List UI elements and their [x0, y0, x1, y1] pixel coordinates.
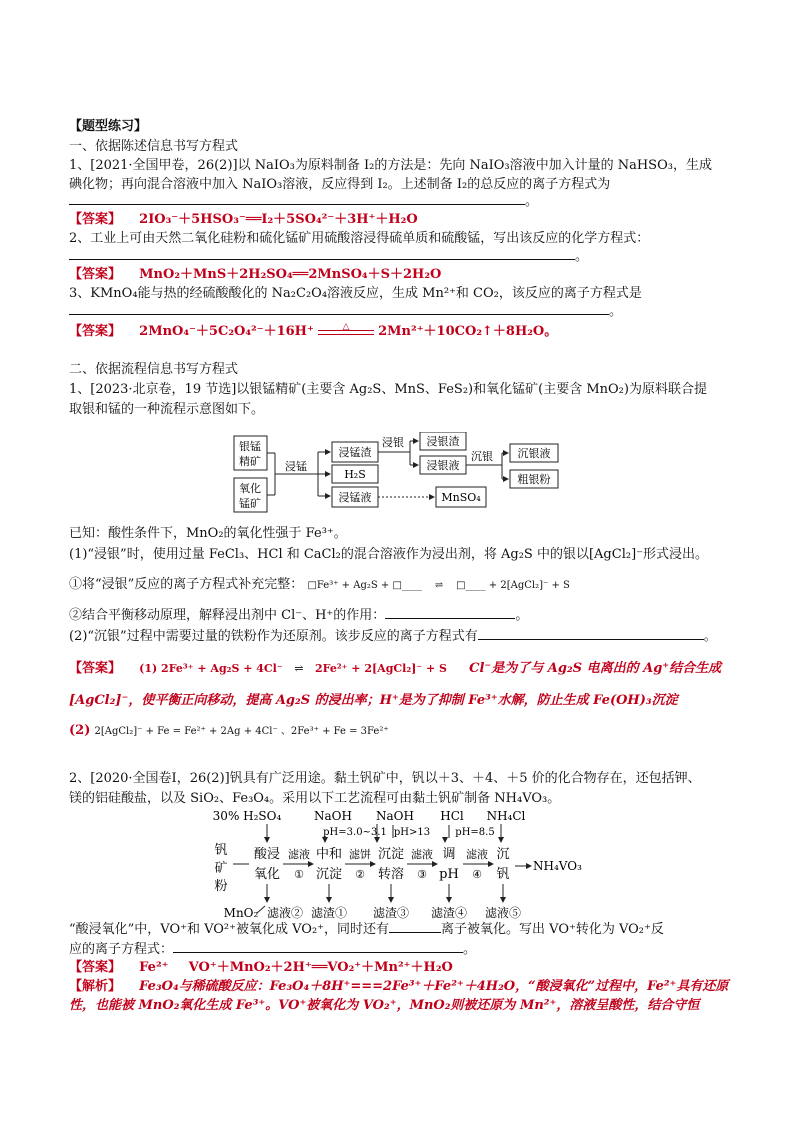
answer-fe2: Fe²⁺ — [139, 960, 169, 975]
q2-line3 — [69, 920, 664, 939]
answer-eq-left: (1) 2Fe³⁺ + Ag₂S + 4Cl⁻ — [139, 662, 283, 675]
filtrate-3: 滤液 — [411, 848, 433, 861]
q2-explanation2: 性，也能被 MnO₂氧化生成 Fe³⁺。VO⁺被氧化为 VO₂⁺，MnO₂则被还原为 Mn²⁺，溶液呈酸性，结合守恒 — [69, 998, 700, 1013]
filtrate-4: 滤液 — [466, 848, 488, 861]
condition-ph-2: pH>13 — [393, 827, 431, 838]
flowchart-vanadium — [205, 806, 605, 922]
start-powder: 粉 — [214, 879, 228, 894]
filtrate-3-num: ③ — [417, 868, 427, 881]
flowchart-silver-manganese — [230, 432, 570, 517]
answer-tag: 【答案】 — [69, 267, 122, 282]
answer-eq-right: 2Fe²⁺ + 2[AgCl₂]⁻ + S — [314, 662, 447, 675]
label: 粗银粉 — [517, 473, 551, 486]
step-neutralize: 中和 — [315, 847, 343, 862]
q2-line4 — [69, 940, 476, 959]
q2-line1: 2、[2020·全国卷Ⅰ，26(2)]钒具有广泛用途。黏土钒矿中，钒以＋3、＋4、＋5 价的化合物存在，还包括钾、 — [69, 771, 701, 786]
equilibrium-arrow: ⇌ — [434, 580, 444, 591]
filtrate-1: 滤液 — [288, 848, 310, 861]
answer-eq: VO⁺＋MnO₂＋2H⁺══VO₂⁺＋Mn²⁺＋H₂O — [188, 960, 453, 975]
reagent-hcl: HCl — [440, 809, 464, 823]
answer-blank — [69, 247, 575, 260]
reagent-h2so4: 30% H₂SO₄ — [212, 809, 282, 823]
label: H₂S — [344, 468, 366, 481]
step-adjust: 调 — [442, 847, 456, 862]
step-redissolve: 转溶 — [377, 867, 405, 882]
period: 。 — [609, 304, 623, 319]
equation-right: □____ + 2[AgCl₂]⁻ + S — [456, 580, 570, 591]
start-vanadium: 钒 — [214, 843, 228, 858]
s2-part1-sub2 — [69, 606, 528, 625]
prompt: 应的离子方程式： — [69, 942, 174, 957]
period: 。 — [463, 942, 477, 957]
answer-label: (2) — [69, 723, 91, 738]
filtrate-2: 滤液② — [266, 906, 304, 920]
label: 氧化 — [239, 482, 261, 495]
filter-cake-num: ② — [355, 868, 365, 881]
s2-part1: (1)“浸银”时，使用过量 FeCl₃、HCl 和 CaCl₂的混合溶液作为浸出剂，将 Ag₂S 中的银以[AgCl₂]⁻形式浸出。 — [69, 547, 708, 562]
answer-blank — [69, 192, 525, 205]
label: 浸银渣 — [426, 435, 460, 448]
period: 。 — [575, 249, 589, 264]
step-leach-mn: 浸锰 — [285, 460, 307, 473]
answer-blank — [69, 302, 609, 315]
heat-equals-sign — [318, 322, 374, 335]
prompt: ②结合平衡移动原理，解释浸出剂中 Cl⁻、H⁺的作用： — [69, 608, 386, 623]
answer-blank — [173, 940, 463, 953]
period: 。 — [525, 194, 539, 209]
residue-4: 滤渣④ — [430, 906, 468, 920]
answer-explanation: Cl⁻是为了与 Ag₂S 电离出的 Ag⁺结合生成 — [469, 661, 722, 676]
label: 银锰 — [239, 440, 261, 453]
s2-answer1-cont: [AgCl₂]⁻，使平衡正向移动，提高 Ag₂S 的浸出率；H⁺是为了抑制 Fe³⁺水解，防止生成 Fe(OH)₃沉淀 — [69, 693, 678, 708]
equation-left: □Fe³⁺ + Ag₂S + □____ — [307, 580, 422, 591]
s1-q2-blank — [69, 247, 588, 266]
explanation-tag: 【解析】 — [69, 979, 122, 994]
s1-q1-line2: 碘化物；再向混合溶液中加入 NaIO₃溶液，反应得到 I₂。上述制备 I₂的总反应的离子方程式为 — [69, 177, 611, 192]
reagent-nh4cl: NH₄Cl — [486, 809, 526, 823]
equilibrium-arrow: ⇌ — [294, 662, 304, 675]
s2-q1-line2: 取银和锰的一种流程示意图如下。 — [69, 402, 265, 417]
heat-symbol: △ — [342, 322, 350, 332]
q2-line2: 镁的铝硅酸盐，以及 SiO₂、Fe₃O₄。采用以下工艺流程可由黏土钒矿制备 NH₄VO₃。 — [69, 791, 561, 806]
prompt: “酸浸氧化”中，VO⁺和 VO²⁺被氧化成 VO₂⁺，同时还有 — [69, 922, 390, 937]
product-nh4vo3: NH₄VO₃ — [533, 859, 582, 873]
step-precipitate: 沉淀 — [315, 867, 343, 882]
explanation-text: Fe₃O₄与稀硫酸反应：Fe₃O₄＋8H⁺===2Fe³⁺＋Fe²⁺＋4H₂O，“酸浸氧化”过程中，Fe²⁺具有还原 — [139, 979, 729, 994]
reagent-naoh-2: NaOH — [376, 809, 414, 823]
s2-answer1 — [69, 660, 721, 678]
filter-cake: 滤饼 — [349, 848, 371, 861]
residue-3: 滤渣③ — [372, 906, 410, 920]
answer-blank — [389, 920, 441, 933]
prompt: (2)“沉银”过程中需要过量的铁粉作为还原剂。该步反应的离子方程式有 — [69, 629, 478, 644]
filtrate-1-num: ① — [294, 868, 304, 881]
label: 精矿 — [239, 455, 261, 468]
step-precipitate-ag: 沉银 — [471, 450, 493, 463]
label: 浸锰渣 — [338, 446, 372, 459]
prompt-cont: 离子被氧化。写出 VO⁺转化为 VO₂⁺反 — [441, 922, 664, 937]
step-oxidize: 氧化 — [253, 867, 281, 882]
s1-q3: 3、KMnO₄能与热的经硫酸酸化的 Na₂C₂O₄溶液反应，生成 Mn²⁺和 CO₂，该反应的离子方程式是 — [69, 286, 642, 301]
label: 浸银液 — [426, 459, 460, 472]
s1-q2: 2、工业上可由天然二氧化硅粉和硫化锰矿用硫酸溶浸得硫单质和硫酸锰，写出该反应的化学方程式： — [69, 231, 650, 246]
s2-answer2 — [69, 722, 389, 741]
s1-q1-answer — [69, 211, 418, 229]
s2-q1-line1: 1、[2023·北京卷，19 节选]以银锰精矿(主要含 Ag₂S、MnS、FeS₂)和氧化锰矿(主要含 MnO₂)为原料联合提 — [69, 382, 707, 397]
step-precipitate-2: 沉淀 — [377, 847, 405, 862]
section1-title: 一、依据陈述信息书写方程式 — [69, 139, 239, 154]
step-acid-leach: 酸浸 — [253, 847, 281, 862]
answer-text-left: 2MnO₄⁻＋5C₂O₄²⁻＋16H⁺ — [139, 324, 314, 339]
step-ph: pH — [439, 867, 459, 882]
residue-1: 滤渣① — [310, 906, 348, 920]
period: 。 — [703, 629, 717, 644]
answer-tag: 【答案】 — [69, 324, 122, 339]
filtrate-4-num: ④ — [472, 868, 482, 881]
period: 。 — [515, 608, 529, 623]
answer-eq: 2[AgCl₂]⁻ + Fe = Fe²⁺ + 2Ag + 4Cl⁻ 、2Fe³⁺ + Fe = 3Fe²⁺ — [94, 726, 389, 737]
label: 浸锰液 — [338, 491, 372, 504]
s1-q2-answer — [69, 266, 441, 284]
prompt: ①将“浸银”反应的离子方程式补充完整： — [69, 577, 304, 592]
q2-answer — [69, 959, 453, 977]
filtrate-5: 滤液⑤ — [484, 906, 522, 920]
answer-tag: 【答案】 — [69, 960, 122, 975]
answer-tag: 【答案】 — [69, 212, 122, 227]
answer-text-right: 2Mn²⁺＋10CO₂↑＋8H₂O。 — [378, 324, 558, 339]
step-leach-ag: 浸银 — [382, 436, 404, 449]
s1-q1-blank — [69, 192, 538, 211]
start-ore: 矿 — [214, 861, 228, 876]
label: MnSO₄ — [441, 491, 481, 504]
condition-ph-1: pH=3.0~3.1 — [323, 827, 387, 838]
step-vanadium: 钒 — [496, 867, 510, 882]
answer-text: 2IO₃⁻＋5HSO₃⁻══I₂＋5SO₄²⁻＋3H⁺＋H₂O — [139, 212, 418, 227]
label: 沉银液 — [517, 447, 551, 460]
exercise-header: 【题型练习】 — [69, 119, 148, 134]
step-precip-v: 沉 — [496, 847, 510, 862]
answer-blank — [478, 627, 704, 640]
reagent-naoh-1: NaOH — [314, 809, 352, 823]
s2-part2 — [69, 627, 717, 646]
s1-q3-answer — [69, 323, 557, 341]
input-mno2: MnO₂ — [223, 906, 259, 920]
q2-explanation1 — [69, 978, 728, 996]
section2-title: 二、依据流程信息书写方程式 — [69, 362, 239, 377]
answer-blank — [385, 606, 515, 619]
known-condition: 已知：酸性条件下，MnO₂的氧化性强于 Fe³⁺。 — [69, 526, 347, 541]
condition-ph-3: pH=8.5 — [455, 827, 495, 838]
s2-part1-sub1 — [69, 576, 570, 595]
label: 锰矿 — [239, 497, 261, 510]
answer-text: MnO₂＋MnS＋2H₂SO₄══2MnSO₄＋S＋2H₂O — [139, 267, 442, 282]
s1-q1-line1: 1、[2021·全国甲卷，26(2)]以 NaIO₃为原料制备 I₂的方法是：先向 NaIO₃溶液中加入计量的 NaHSO₃，生成 — [69, 158, 712, 173]
answer-tag: 【答案】 — [69, 661, 122, 676]
